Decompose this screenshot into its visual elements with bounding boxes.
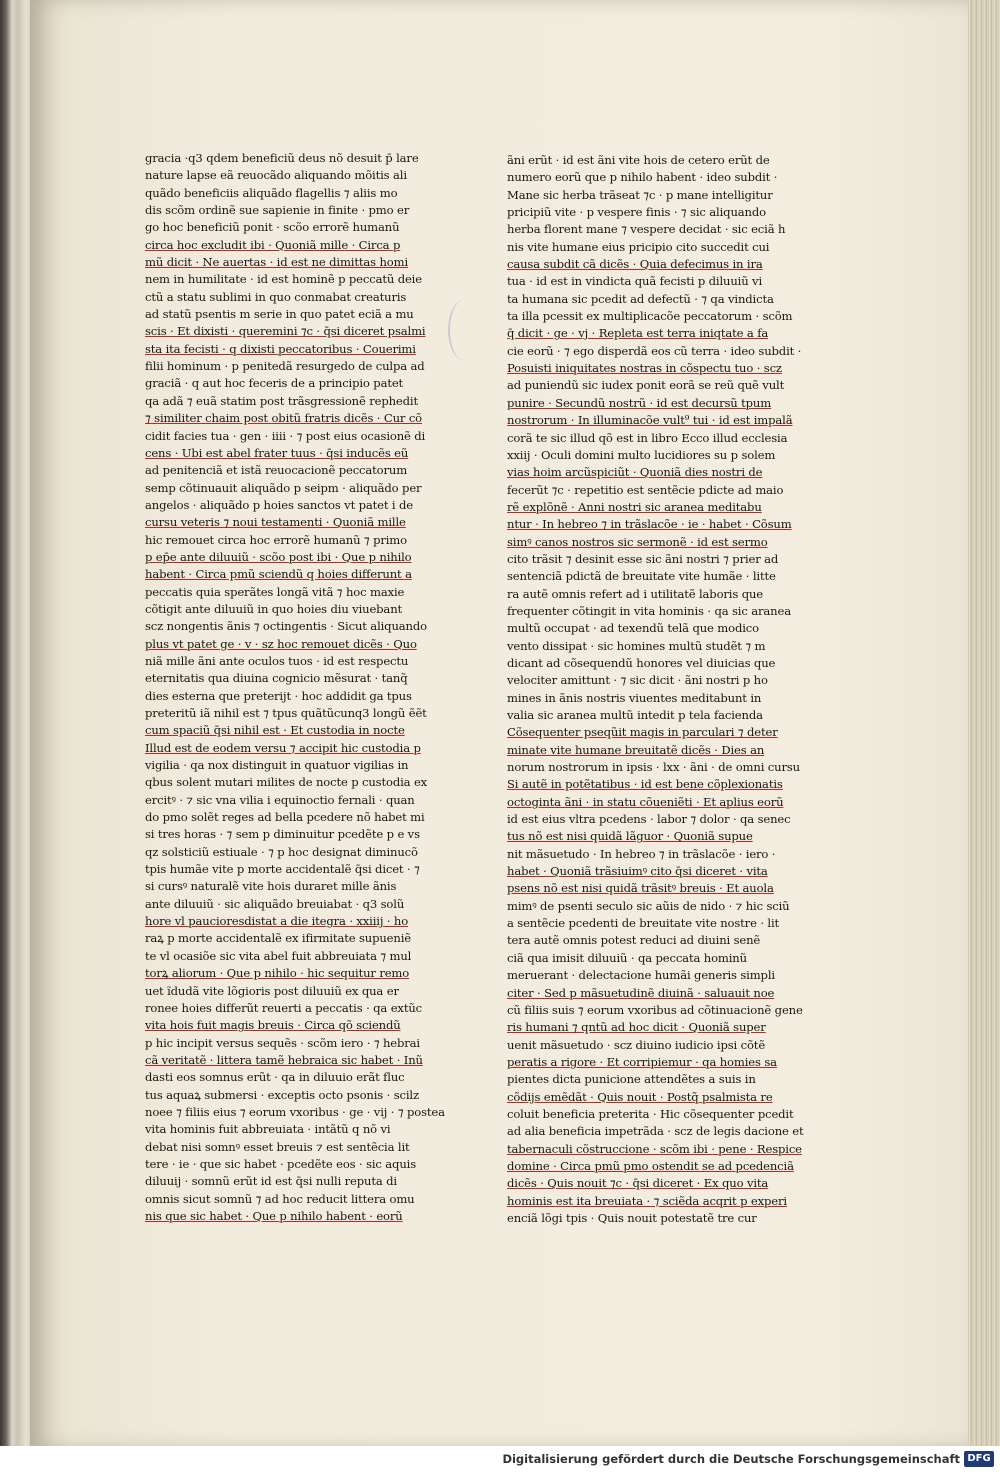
text-line: habet · Quoniã trãsiuimꝰ cito q̄si diceret · vita [507, 864, 768, 879]
text-line: rẽ explõnẽ · Anni nostri sic aranea meditabu [507, 499, 762, 514]
text-line: citer · Sed p mãsuetudinẽ diuinã · saluauit noe [507, 985, 775, 1000]
text-line: psens nõ est nisi quidã trãsitꝰ breuis · Et auola [507, 881, 774, 896]
text-line: do pmo solẽt reges ad bella pcedere nõ habet mi [145, 810, 425, 825]
text-line: hic remouet circa hoc errorẽ humanũ ⁊ primo [145, 532, 407, 547]
text-line: p hic incipit versus sequẽs · scõm iero · ⁊ hebrai [145, 1035, 420, 1050]
text-line: ad penitenciã et istã reuocacionẽ peccatorum [145, 463, 408, 478]
text-line: norum nostrorum in ipsis · lxx · ãni · de omni cursu [507, 760, 800, 775]
text-line: omnis sicut somnũ ⁊ ad hoc reducit littera omu [145, 1191, 415, 1206]
text-line: cõtigit ante diluuiũ in quo hoies diu viuebant [145, 601, 403, 616]
text-line: ad alia beneficia impetrãda · scz de legis dacione et [507, 1124, 804, 1139]
text-line: plus vt patet ge · v · sz hoc remouet dicẽs · Quo [145, 636, 417, 651]
text-line: cum spaciũ q̄si nihil est · Et custodia in nocte [145, 723, 405, 738]
text-line: pientes dicta punicione attendẽtes a suis in [507, 1072, 756, 1087]
text-line: Illud est de eodem versu ⁊ accipit hic custodia p [145, 740, 421, 755]
text-line: octoginta ãni · in statu cõueniẽti · Et aplius eorũ [507, 794, 784, 809]
text-line: dasti eos somnus erũt · qa in diluuio erãt fluc [145, 1070, 405, 1085]
text-line: cie eorũ · ⁊ ego disperdã eos cũ terra · ideo subdit · [507, 343, 802, 358]
text-line: nis vite humane eius pricipio cito succedit cui [507, 239, 770, 254]
text-line: fecerũt ⁊c · repetitio est sentẽcie pdicte ad maio [507, 482, 784, 497]
text-line: nature lapse eã reuocãdo aliquando mõitis ali [145, 168, 407, 183]
text-line: hominis est ita breuiata · ⁊ sciẽda acqrit p experi [507, 1193, 787, 1208]
text-line: Cõsequenter pseqũit magis in parculari ⁊ deter [507, 725, 778, 740]
left-text-column [145, 150, 445, 1225]
text-line: mines in ãnis nostris viuentes meditabunt in [507, 690, 762, 705]
dfg-logo: DFG [964, 1451, 994, 1467]
text-line: go hoc beneficiũ ponit · scõo errorẽ humanũ [145, 220, 400, 235]
text-line: tus aquaꝝ submersi · exceptis octo psonis · scilz [145, 1087, 419, 1102]
text-line: mũ dicit · Ne auertas · id est ne dimittas homi [145, 255, 409, 270]
text-line: gracia ·q3 qdem beneficiũ deus nõ desuit p̄ lare [145, 151, 419, 165]
text-line: punire · Secundũ nostrũ · id est decursũ tpum [507, 395, 772, 410]
text-line: ctũ a statu sublimi in quo conmabat creaturis [145, 289, 407, 304]
text-line: raꝝ p morte accidentalẽ ex ifirmitate supueniẽ [145, 931, 411, 946]
text-line: vento dissipat · sic homines multũ studẽt ⁊ m [507, 638, 766, 653]
text-line: causa subdit cã dicẽs · Quia defecimus in ira [507, 257, 763, 272]
text-line: habent · Circa pmũ sciendũ q hoies differunt a [145, 567, 412, 582]
text-line: peratis a rigore · Et corripiemur · qa homies sa [507, 1054, 777, 1069]
text-line: herba florent mane ⁊ vespere decidat · sic eciã h [507, 222, 786, 237]
text-line: qz solsticiũ estiuale · ⁊ p hoc designat diminucõ [145, 844, 418, 859]
text-line: dicant ad cõsequendũ honores vel diuicias que [507, 655, 776, 670]
text-line: ⁊ similiter chaim post obitũ fratris dicẽs · Cur cõ [145, 411, 423, 426]
text-line: Posuisti iniquitates nostras in cõspectu tuo · scz [507, 361, 782, 376]
text-line: circa hoc excludit ibi · Quoniã mille · Circa p [145, 237, 401, 252]
text-line: dicẽs · Quis nouit ⁊c · q̄si diceret · Ex quo vita [507, 1176, 769, 1191]
text-line: qbus solent mutari milites de nocte p custodia ex [145, 775, 428, 790]
book-fore-edge [968, 0, 1000, 1450]
text-line: tere · ie · que sic habet · pcedẽte eos · sic aquis [145, 1156, 417, 1171]
text-line: nostrorum · In illuminacõe vult⁹ tui · id est impalã [507, 413, 793, 428]
text-line: coluit beneficia preterita · Hic cõsequenter pcedit [507, 1106, 794, 1121]
text-line: Mane sic herba trãseat ⁊c · p mane intelligitur [507, 187, 773, 202]
text-line: simꝰ canos nostros sic sermonẽ · id est sermo [507, 534, 768, 549]
text-line: cursu veteris ⁊ noui testamenti · Quoniã mille [145, 515, 406, 530]
text-line: minate vite humane breuitatẽ dicẽs · Dies an [507, 742, 765, 757]
text-line: p ep̄e ante diluuiũ · scõo post ibi · Que p nihilo [145, 549, 412, 564]
text-line: debat nisi somnꝰ esset breuis ⁊ est sentẽcia lit [145, 1139, 410, 1154]
text-line: si cursꝰ naturalẽ vite hois duraret mille ãnis [145, 879, 397, 894]
text-line: cõdijs emẽdãt · Quis nouit · Postq̃ psalmista re [507, 1089, 773, 1104]
text-line: vigilia · qa nox distinguit in quatuor vigilias in [145, 758, 409, 773]
text-line: ante diluuiũ · sic aliquãdo breuiabat · q3 solũ [145, 896, 405, 911]
text-line: enciã lõgi tpis · Quis nouit potestatẽ tre cur [507, 1210, 757, 1225]
digitization-credit: Digitalisierung gefördert durch die Deutsche Forschungsgemeinschaft [502, 1452, 960, 1466]
text-line: id est eius vltra pcedens · labor ⁊ dolor · qa senec [507, 812, 791, 827]
text-line: nis que sic habet · Que p nihilo habent · eorũ [145, 1208, 403, 1223]
text-line: domine · Circa pmũ pmo ostendit se ad pcedenciã [507, 1158, 794, 1173]
text-line: frequenter cõtingit in vita hominis · qa sic aranea [507, 603, 791, 618]
text-line: tera autẽ omnis potest reduci ad diuini senẽ [507, 933, 761, 948]
text-line: a sentẽcie pcedenti de breuitate vite nostre · lit [507, 916, 780, 931]
text-line: ronee hoies differũt reuerti a peccatis · qa extũc [145, 1000, 422, 1015]
text-line: vias hoim arcũspiciũt · Quoniã dies nostri de [507, 465, 763, 480]
faint-ink-mark [448, 300, 480, 360]
text-line: ercitꝰ · ⁊ sic vna vilia i equinoctio fernali · quan [145, 792, 415, 807]
text-line: multũ occupat · ad texendũ telã que modico [507, 621, 759, 636]
text-line: meruerant · delectacione humãi generis simpli [507, 968, 775, 983]
text-line: preteritũ iã nihil est ⁊ tpus quãtũcunq3 longũ ẽẽt [145, 706, 427, 720]
text-line: ad puniendũ sic iudex ponit eorã se reũ quẽ vult [507, 378, 785, 393]
text-line: dis scõm ordinẽ sue sapienie in finite · pmo er [145, 203, 410, 218]
text-line: xxiij · Oculi domini multo lucidiores su p solem [507, 447, 776, 462]
text-line: cã veritatẽ · littera tamẽ hebraica sic habet · Inũ [145, 1052, 423, 1067]
text-line: dies esterna que preterijt · hoc addidit ga tpus [145, 688, 412, 703]
text-line: si tres horas · ⁊ sem p diminuitur pcedẽte p e vs [145, 827, 420, 842]
text-line: Si autẽ in potẽtatibus · id est bene cõplexionatis [507, 777, 783, 792]
text-line: tua · id est in vindicta quã fecisti p diluuiũ vi [507, 274, 763, 289]
text-line: q̄ dicit · ge · vj · Repleta est terra iniqtate a fa [507, 326, 769, 341]
text-line: sta ita fecisti · q dixisti peccatoribus · Couerimi [145, 341, 416, 356]
text-line: noee ⁊ filiis eius ⁊ eorum vxoribus · ge · vij · ⁊ postea [145, 1104, 445, 1119]
text-line: hore vl paucioresdistat a die itegra · xxiiij · ho [145, 914, 409, 929]
text-line: nit mãsuetudo · In hebreo ⁊ in trãslacõe · iero · [507, 846, 776, 861]
text-line: ãni erũt · id est ãni vite hois de cetero erũt de [507, 153, 770, 167]
text-line: filii hominum · p penitedã resurgedo de culpa ad [145, 359, 425, 374]
text-line: uet ĩdudã vite lõgioris post diluuiũ ex qua er [145, 983, 399, 998]
text-line: mimꝰ de psenti seculo sic aũis de nido · ⁊ hic sciũ [507, 898, 790, 913]
text-line: te vl ocasiõe sic vita abel fuit abbreuiata ⁊ mul [145, 948, 412, 963]
right-text-column [507, 152, 807, 1227]
text-line: ntur · In hebreo ⁊ in trãslacõe · ie · habet · Cõsum [507, 517, 792, 532]
text-line: semp cõtinuauit aliquãdo p seipm · aliquãdo per [145, 480, 422, 495]
text-line: scis · Et dixisti · queremini ⁊c · q̄si diceret psalmi [145, 324, 426, 339]
text-line: eternitatis qua diuina cognicio mẽsurat · tanq̃ [145, 671, 408, 686]
text-line: peccatis quia sperãtes longã vitã ⁊ hoc maxie [145, 584, 405, 599]
text-line: cito trãsit ⁊ desinit esse sic ãni nostri ⁊ prier ad [507, 551, 779, 566]
text-line: ra autẽ omnis refert ad i utilitatẽ laboris que [507, 586, 763, 601]
text-line: tpis humãe vite p morte accidentalẽ q̄si dicet · ⁊ [145, 862, 420, 877]
text-line: tus nõ est nisi quidã lãguor · Quoniã supue [507, 829, 753, 844]
text-line: diluuij · somnũ erũt id est q̄si nulli reputa di [145, 1174, 397, 1189]
text-line: uenit mãsuetudo · scz diuino iudicio ipsi cõtẽ [507, 1037, 766, 1052]
text-line: cens · Ubi est abel frater tuus · q̄si inducẽs eũ [145, 445, 409, 460]
text-line: angelos · aliquãdo p hoies sanctos vt patet i de [145, 497, 413, 512]
text-line: torꝝ aliorum · Que p nihilo · hic sequitur remo [145, 966, 410, 981]
text-line: ta illa pcessit ex multiplicacõe peccatorum · scõm [507, 309, 793, 324]
text-line: sentenciã pdictã de breuitate vite humãe · litte [507, 569, 776, 584]
text-line: valia sic aranea multũ intedit p tela facienda [507, 708, 763, 722]
text-line: ris humani ⁊ qntũ ad hoc dicit · Quoniã super [507, 1020, 766, 1035]
text-line: tabernaculi cõstruccione · scõm ibi · pene · Respice [507, 1141, 802, 1156]
text-line: ciã qua imisit diluuiũ · qa peccata hominũ [507, 950, 747, 965]
text-line: ta humana sic pcedit ad defectũ · ⁊ qa vindicta [507, 291, 774, 306]
text-line: velociter amittunt · ⁊ sic dicit · ãni nostri p ho [507, 673, 768, 688]
text-line: ad statũ psentis m serie in quo patet eciã a mu [145, 307, 414, 322]
text-line: graciã · q aut hoc feceris de a principio patet [145, 376, 404, 391]
text-line: numero eorũ que p nihilo habent · ideo subdit · [507, 170, 778, 185]
text-line: pricipiũ vite · p vespere finis · ⁊ sic aliquando [507, 205, 766, 220]
text-line: niã mille ãni ante oculos tuos · id est respectu [145, 653, 409, 668]
text-line: corã te sic illud qõ est in libro Ecco illud ecclesia [507, 430, 788, 445]
text-line: cũ filiis suis ⁊ eorum vxoribus ad cõtinuacionẽ gene [507, 1002, 803, 1017]
text-line: vita hominis fuit abbreuiata · intãtũ q nõ vi [145, 1122, 391, 1137]
text-line: quãdo beneficiis aliquãdo flagellis ⁊ aliis mo [145, 185, 398, 200]
text-line: nem in humilitate · id est hominẽ p peccatũ deie [145, 272, 422, 287]
text-line: cidit facies tua · gen · iiii · ⁊ post eius ocasionẽ di [145, 428, 426, 443]
text-line: scz nongentis ãnis ⁊ octingentis · Sicut aliquando [145, 619, 427, 634]
text-line: vita hois fuit magis breuis · Circa qõ sciendũ [145, 1018, 401, 1033]
text-line: qa adã ⁊ euã statim post trãsgressionẽ rephedit [145, 393, 418, 408]
